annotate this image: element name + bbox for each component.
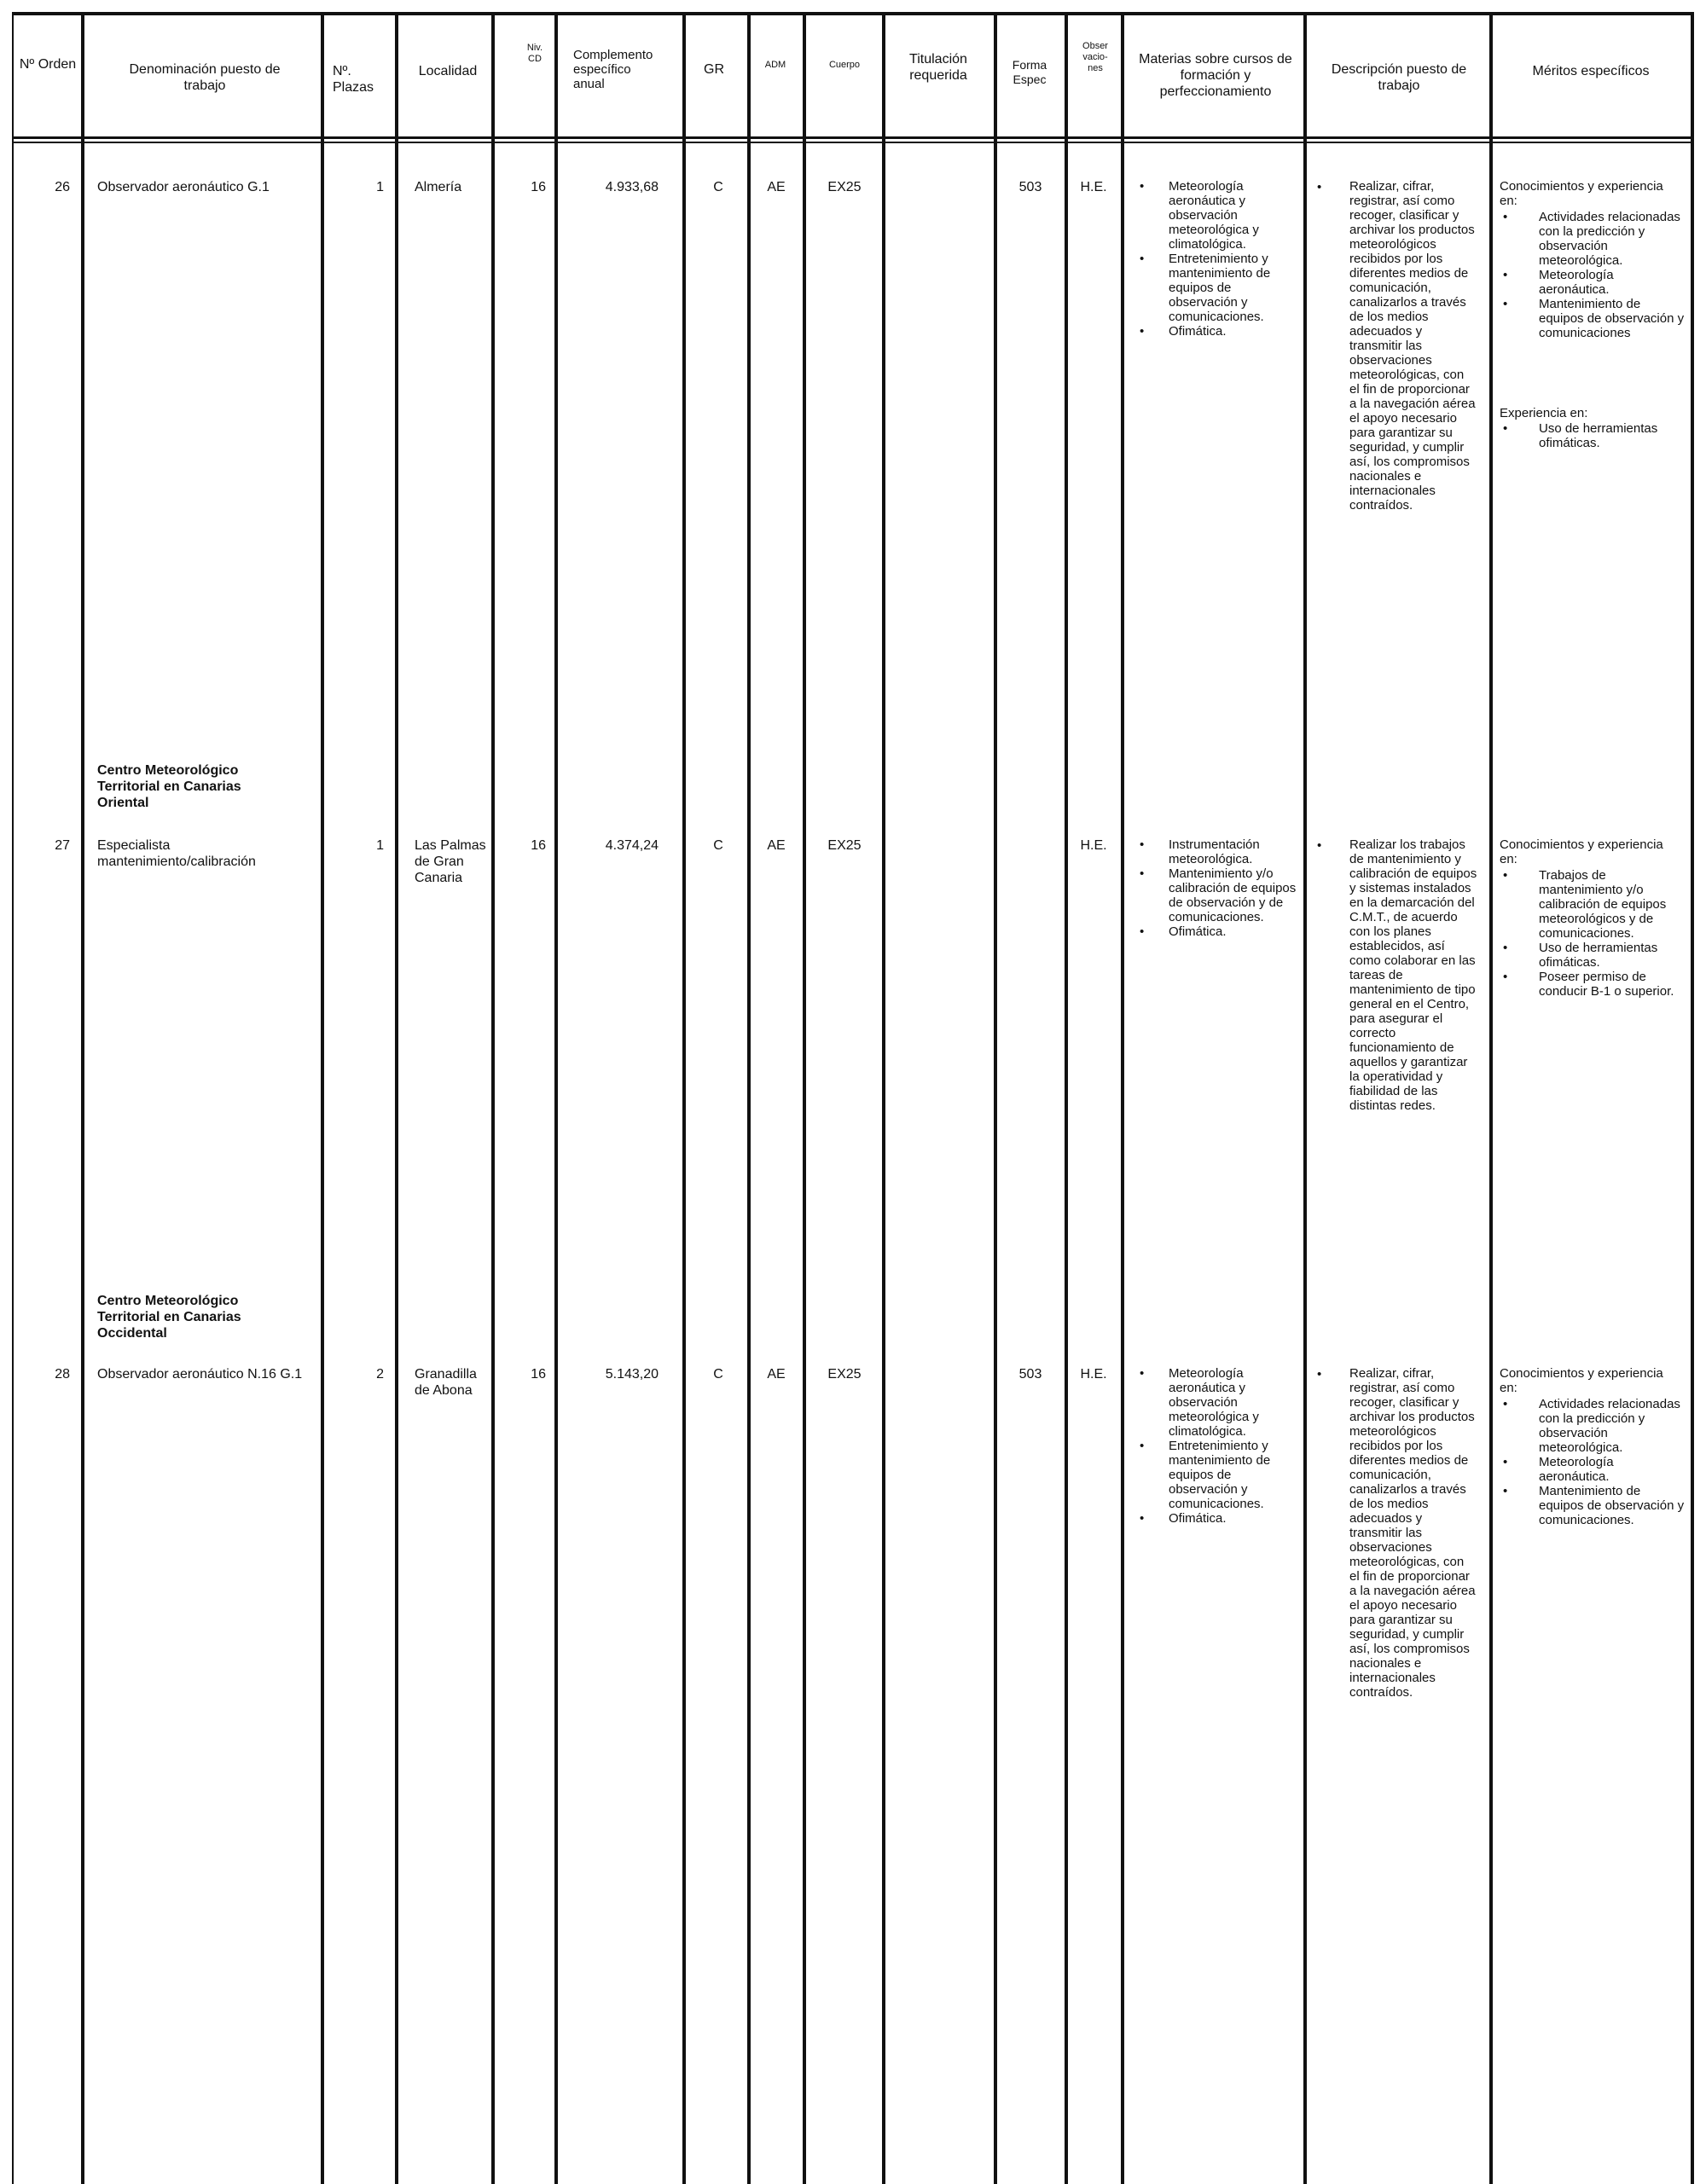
col-border	[491, 12, 495, 2184]
header-complemento: Complemento específico anual	[573, 48, 653, 91]
header-titulacion: Titulación requerida	[909, 52, 967, 83]
list-item: • Meteorología aeronáutica.	[1500, 268, 1687, 297]
row-26-plazas: 1	[376, 180, 384, 194]
col-border	[12, 12, 14, 2184]
row-26-descripcion-bullet: •	[1317, 180, 1322, 194]
row-26-localidad: Almería	[415, 180, 462, 194]
list-item: • Uso de herramientas ofimáticas.	[1500, 941, 1687, 970]
list-item: • Instrumentación meteorológica.	[1136, 837, 1298, 866]
row-27-descripcion: Realizar los trabajos de mantenimiento y calibración de equipos y sistemas instalados en la demarcación del C.M.T., de acuerdo con los planes establecidos, así como colaborar en las tareas de mantenimiento de tipo general en el Centro, para asegurar el correcto funcionamiento de aquellos y garantizar la operatividad y fiabilidad de las distintas redes.	[1349, 837, 1477, 1113]
list-item: • Actividades relacionadas con la predicción y observación meteorológica.	[1500, 1397, 1687, 1455]
row-28-materias	[1136, 1366, 1298, 1526]
row-28-descripcion-bullet: •	[1317, 1367, 1322, 1382]
col-border	[1691, 12, 1694, 2184]
row-28-plazas: 2	[376, 1367, 384, 1382]
header-adm: ADM	[764, 60, 786, 70]
col-border	[882, 12, 885, 2184]
header-plazas: Nº. Plazas	[333, 64, 374, 95]
header-orden: Nº Orden	[19, 57, 77, 72]
row-27-nivel: 16	[531, 838, 546, 853]
col-border	[1489, 12, 1493, 2184]
header-forma: Forma Espec	[1012, 58, 1047, 86]
header-localidad: Localidad	[418, 64, 478, 78]
list-item: • Mantenimiento de equipos de observación y comunicaciones.	[1500, 1484, 1687, 1527]
row-26-meritos	[1500, 210, 1687, 340]
col-border	[81, 12, 84, 2184]
row-27-localidad: Las Palmas de Gran Canaria	[415, 838, 486, 885]
row-26-observaciones: H.E.	[1080, 180, 1107, 194]
list-item: • Actividades relacionadas con la predicción y observación meteorológica.	[1500, 210, 1687, 268]
list-item: • Trabajos de mantenimiento y/o calibración de equipos meteorológicos y de comunicaciones.	[1500, 868, 1687, 941]
row-27-adm: AE	[767, 838, 786, 853]
row-27-descripcion-bullet: •	[1317, 838, 1322, 853]
col-border	[747, 12, 751, 2184]
row-26-materias	[1136, 179, 1298, 339]
row-28-forma: 503	[1018, 1367, 1042, 1382]
list-item: • Meteorología aeronáutica.	[1500, 1455, 1687, 1484]
row-28-cuerpo: EX25	[827, 1367, 862, 1382]
list-item: • Ofimática.	[1136, 324, 1298, 339]
list-item: • Entretenimiento y mantenimiento de equipos de observación y comunicaciones.	[1136, 1439, 1298, 1511]
row-26-gr: C	[713, 180, 723, 194]
row-28-observaciones: H.E.	[1080, 1367, 1107, 1382]
header-denominacion: Denominación puesto de trabajo	[129, 62, 281, 93]
row-26-meritos-intro-2: Experiencia en:	[1500, 406, 1588, 420]
row-27-observaciones: H.E.	[1080, 838, 1107, 853]
row-26-forma: 503	[1018, 180, 1042, 194]
header-meritos: Méritos específicos	[1532, 64, 1650, 78]
row-27-gr: C	[713, 838, 723, 853]
row-26-orden: 26	[55, 180, 70, 194]
row-27-plazas: 1	[376, 838, 384, 853]
row-26-cuerpo: EX25	[827, 180, 862, 194]
table-top-border	[12, 12, 1694, 15]
row-28-orden: 28	[55, 1367, 70, 1382]
row-26-adm: AE	[767, 180, 786, 194]
row-27-meritos-intro: Conocimientos y experiencia en:	[1500, 837, 1663, 866]
list-item: • Meteorología aeronáutica y observación meteorológica y climatológica.	[1136, 1366, 1298, 1439]
row-26-nivel: 16	[531, 180, 546, 194]
row-28-adm: AE	[767, 1367, 786, 1382]
header-bottom-border-2	[12, 142, 1694, 143]
col-border	[321, 12, 324, 2184]
header-nivel: Niv. CD	[526, 43, 543, 64]
col-border	[1065, 12, 1068, 2184]
col-border	[554, 12, 558, 2184]
section-title: Centro Meteorológico Territorial en Canarias Occidental	[97, 1294, 241, 1341]
header-cuerpo: Cuerpo	[828, 60, 861, 70]
row-26-meritos-2	[1500, 421, 1687, 450]
row-27-denominacion: Especialista mantenimiento/calibración	[97, 838, 256, 869]
header-gr: GR	[704, 62, 724, 77]
col-border	[395, 12, 398, 2184]
header-observaciones: Obser vacio- nes	[1082, 41, 1108, 73]
list-item: • Mantenimiento y/o calibración de equipos de observación y de comunicaciones.	[1136, 866, 1298, 924]
row-27-meritos	[1500, 868, 1687, 999]
row-27-materias	[1136, 837, 1298, 939]
row-28-complemento: 5.143,20	[605, 1367, 659, 1382]
list-item: • Meteorología aeronáutica y observación meteorológica y climatológica.	[1136, 179, 1298, 252]
row-26-meritos-intro: Conocimientos y experiencia en:	[1500, 179, 1663, 208]
row-27-orden: 27	[55, 838, 70, 853]
col-border	[682, 12, 686, 2184]
list-item: • Ofimática.	[1136, 924, 1298, 939]
row-27-complemento: 4.374,24	[605, 838, 659, 853]
list-item: • Entretenimiento y mantenimiento de equipos de observación y comunicaciones.	[1136, 252, 1298, 324]
row-28-denominacion: Observador aeronáutico N.16 G.1	[97, 1367, 303, 1382]
col-border	[1121, 12, 1124, 2184]
row-28-descripcion: Realizar, cifrar, registrar, así como recoger, clasificar y archivar los productos meteorológicos recibidos por los diferentes medios de comunicación, canalizarlos a través de los medios adecuados y transmitir las observaciones meteorológicas, con el fin de proporcionar a la navegación aérea el apoyo necesario para garantizar su seguridad, y cumplir así, los compromisos nacionales e internacionales contraídos.	[1349, 1366, 1476, 1700]
col-border	[994, 12, 997, 2184]
header-descripcion: Descripción puesto de trabajo	[1331, 62, 1467, 93]
row-28-nivel: 16	[531, 1367, 546, 1382]
header-materias: Materias sobre cursos de formación y perfeccionamiento	[1139, 52, 1292, 99]
col-border	[1303, 12, 1307, 2184]
list-item: • Mantenimiento de equipos de observación y comunicaciones	[1500, 297, 1687, 340]
row-27-cuerpo: EX25	[827, 838, 862, 853]
row-26-denominacion: Observador aeronáutico G.1	[97, 180, 270, 194]
row-26-complemento: 4.933,68	[605, 180, 659, 194]
list-item: • Uso de herramientas ofimáticas.	[1500, 421, 1687, 450]
row-28-meritos	[1500, 1397, 1687, 1527]
row-28-gr: C	[713, 1367, 723, 1382]
header-bottom-border	[12, 136, 1694, 139]
list-item: • Ofimática.	[1136, 1511, 1298, 1526]
col-border	[803, 12, 806, 2184]
list-item: • Poseer permiso de conducir B-1 o superior.	[1500, 970, 1687, 999]
section-title: Centro Meteorológico Territorial en Canarias Oriental	[97, 763, 241, 810]
row-28-localidad: Granadilla de Abona	[415, 1367, 477, 1398]
row-28-meritos-intro: Conocimientos y experiencia en:	[1500, 1366, 1663, 1395]
row-26-descripcion: Realizar, cifrar, registrar, así como recoger, clasificar y archivar los productos meteorológicos recibidos por los diferentes medios de comunicación, canalizarlos a través de los medios adecuados y transmitir las observaciones meteorológicas, con el fin de proporcionar a la navegación aérea el apoyo necesario para garantizar su seguridad, y cumplir así, los compromisos nacionales e internacionales contraídos.	[1349, 179, 1476, 513]
